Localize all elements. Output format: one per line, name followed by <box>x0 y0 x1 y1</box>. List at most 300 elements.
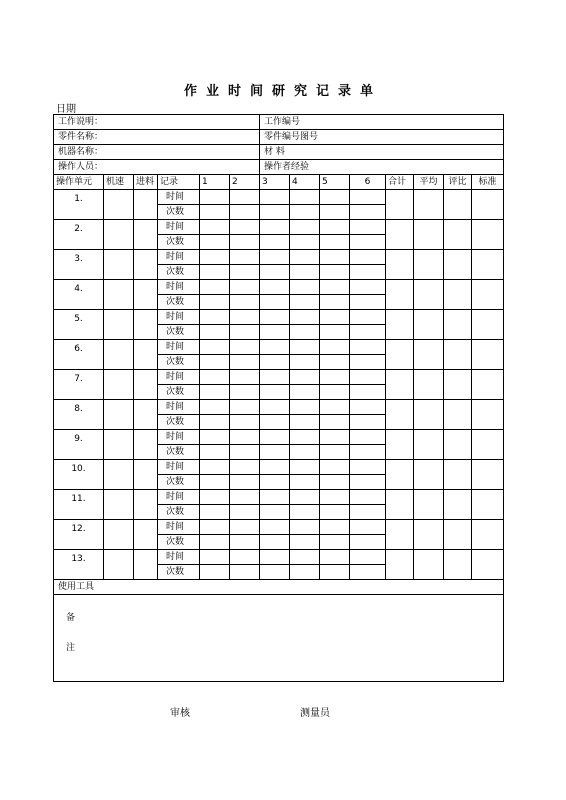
time-cell[interactable] <box>290 430 320 445</box>
record-time-label: 时间 <box>158 190 200 205</box>
count-cell[interactable] <box>290 415 320 430</box>
count-cell[interactable] <box>260 385 290 400</box>
average-cell[interactable] <box>414 370 444 400</box>
material-field[interactable]: 材 料 <box>260 145 504 160</box>
count-cell[interactable] <box>350 415 386 430</box>
total-cell[interactable] <box>386 400 414 430</box>
count-cell[interactable] <box>230 385 260 400</box>
feed-cell[interactable] <box>134 460 158 490</box>
count-cell[interactable] <box>350 445 386 460</box>
time-cell[interactable] <box>350 490 386 505</box>
time-cell[interactable] <box>320 370 350 385</box>
unit-number: 8. <box>54 400 104 430</box>
count-cell[interactable] <box>260 265 290 280</box>
rating-cell[interactable] <box>444 370 472 400</box>
machine-speed-cell[interactable] <box>104 370 134 400</box>
rating-cell[interactable] <box>444 550 472 580</box>
header-col-5: 5 <box>320 175 350 190</box>
count-cell[interactable] <box>320 505 350 520</box>
total-cell[interactable] <box>386 550 414 580</box>
unit-number: 11. <box>54 490 104 520</box>
feed-cell[interactable] <box>134 370 158 400</box>
total-cell[interactable] <box>386 520 414 550</box>
header-rating: 评比 <box>444 175 472 190</box>
tools-field[interactable]: 使用工具 <box>54 580 504 595</box>
count-cell[interactable] <box>200 205 230 220</box>
time-cell[interactable] <box>230 310 260 325</box>
record-count-label: 次数 <box>158 505 200 520</box>
average-cell[interactable] <box>414 490 444 520</box>
operator-field[interactable]: 操作人员： <box>54 160 260 175</box>
time-cell[interactable] <box>230 520 260 535</box>
time-cell[interactable] <box>320 430 350 445</box>
standard-cell[interactable] <box>472 370 504 400</box>
time-cell[interactable] <box>320 190 350 205</box>
count-cell[interactable] <box>200 385 230 400</box>
feed-cell[interactable] <box>134 430 158 460</box>
time-cell[interactable] <box>320 340 350 355</box>
count-cell[interactable] <box>200 355 230 370</box>
time-cell[interactable] <box>290 310 320 325</box>
count-cell[interactable] <box>290 295 320 310</box>
time-cell[interactable] <box>260 490 290 505</box>
count-cell[interactable] <box>320 535 350 550</box>
count-cell[interactable] <box>290 565 320 580</box>
time-cell[interactable] <box>260 550 290 565</box>
time-cell[interactable] <box>200 190 230 205</box>
time-cell[interactable] <box>320 310 350 325</box>
time-cell[interactable] <box>200 400 230 415</box>
feed-cell[interactable] <box>134 190 158 220</box>
table-row <box>54 370 504 385</box>
count-cell[interactable] <box>290 355 320 370</box>
total-cell[interactable] <box>386 340 414 370</box>
rating-cell[interactable] <box>444 250 472 280</box>
count-cell[interactable] <box>350 235 386 250</box>
count-cell[interactable] <box>290 445 320 460</box>
time-cell[interactable] <box>260 190 290 205</box>
work-no-field[interactable]: 工作编号 <box>260 115 504 130</box>
machine-speed-cell[interactable] <box>104 430 134 460</box>
record-count-label: 次数 <box>158 385 200 400</box>
time-cell[interactable] <box>230 460 260 475</box>
time-cell[interactable] <box>260 340 290 355</box>
time-cell[interactable] <box>350 550 386 565</box>
count-cell[interactable] <box>350 535 386 550</box>
header-col-3: 3 <box>260 175 290 190</box>
count-cell[interactable] <box>230 565 260 580</box>
time-cell[interactable] <box>290 490 320 505</box>
time-cell[interactable] <box>230 220 260 235</box>
average-cell[interactable] <box>414 280 444 310</box>
feed-cell[interactable] <box>134 280 158 310</box>
rating-cell[interactable] <box>444 280 472 310</box>
rating-cell[interactable] <box>444 340 472 370</box>
count-cell[interactable] <box>290 265 320 280</box>
standard-cell[interactable] <box>472 400 504 430</box>
count-cell[interactable] <box>290 235 320 250</box>
unit-number: 12. <box>54 520 104 550</box>
review-label: 审核 <box>170 708 190 719</box>
count-cell[interactable] <box>320 205 350 220</box>
time-cell[interactable] <box>290 400 320 415</box>
header-machine-speed: 机速 <box>104 175 134 190</box>
count-cell[interactable] <box>320 355 350 370</box>
time-cell[interactable] <box>350 220 386 235</box>
time-cell[interactable] <box>230 190 260 205</box>
standard-cell[interactable] <box>472 460 504 490</box>
standard-cell[interactable] <box>472 490 504 520</box>
record-time-label: 时间 <box>158 460 200 475</box>
average-cell[interactable] <box>414 310 444 340</box>
time-cell[interactable] <box>200 310 230 325</box>
machine-speed-cell[interactable] <box>104 310 134 340</box>
standard-cell[interactable] <box>472 250 504 280</box>
record-time-label: 时间 <box>158 400 200 415</box>
machine-speed-cell[interactable] <box>104 460 134 490</box>
time-cell[interactable] <box>290 370 320 385</box>
feed-cell[interactable] <box>134 550 158 580</box>
count-cell[interactable] <box>290 505 320 520</box>
total-cell[interactable] <box>386 190 414 220</box>
table-row <box>54 400 504 415</box>
table-row <box>54 340 504 355</box>
count-cell[interactable] <box>200 535 230 550</box>
count-cell[interactable] <box>230 445 260 460</box>
time-cell[interactable] <box>260 520 290 535</box>
measurer-label: 测量员 <box>300 708 330 719</box>
time-cell[interactable] <box>260 280 290 295</box>
remark-field[interactable] <box>54 595 504 682</box>
rating-cell[interactable] <box>444 220 472 250</box>
feed-cell[interactable] <box>134 520 158 550</box>
count-cell[interactable] <box>320 385 350 400</box>
count-cell[interactable] <box>260 445 290 460</box>
average-cell[interactable] <box>414 520 444 550</box>
total-cell[interactable] <box>386 490 414 520</box>
time-cell[interactable] <box>260 400 290 415</box>
time-cell[interactable] <box>350 430 386 445</box>
time-cell[interactable] <box>350 400 386 415</box>
machine-speed-cell[interactable] <box>104 280 134 310</box>
count-cell[interactable] <box>200 265 230 280</box>
unit-number: 7. <box>54 370 104 400</box>
machine-speed-cell[interactable] <box>104 490 134 520</box>
machine-speed-cell[interactable] <box>104 400 134 430</box>
average-cell[interactable] <box>414 460 444 490</box>
count-cell[interactable] <box>350 295 386 310</box>
machine-speed-cell[interactable] <box>104 340 134 370</box>
time-cell[interactable] <box>230 550 260 565</box>
count-cell[interactable] <box>350 205 386 220</box>
time-cell[interactable] <box>290 340 320 355</box>
rating-cell[interactable] <box>444 400 472 430</box>
count-cell[interactable] <box>350 565 386 580</box>
standard-cell[interactable] <box>472 430 504 460</box>
time-cell[interactable] <box>290 550 320 565</box>
total-cell[interactable] <box>386 250 414 280</box>
page-title: 作业时间研究记录单 <box>183 84 382 99</box>
count-cell[interactable] <box>320 445 350 460</box>
rating-cell[interactable] <box>444 190 472 220</box>
rating-cell[interactable] <box>444 460 472 490</box>
time-cell[interactable] <box>320 280 350 295</box>
time-cell[interactable] <box>290 250 320 265</box>
rating-cell[interactable] <box>444 310 472 340</box>
time-cell[interactable] <box>200 250 230 265</box>
standard-cell[interactable] <box>472 520 504 550</box>
time-cell[interactable] <box>230 430 260 445</box>
time-study-form <box>53 114 504 682</box>
count-cell[interactable] <box>320 295 350 310</box>
machine-speed-cell[interactable] <box>104 520 134 550</box>
count-cell[interactable] <box>230 325 260 340</box>
header-col-1: 1 <box>200 175 230 190</box>
standard-cell[interactable] <box>472 340 504 370</box>
date-label: 日期 <box>56 104 76 115</box>
remark-row <box>54 595 504 682</box>
feed-cell[interactable] <box>134 310 158 340</box>
count-cell[interactable] <box>200 505 230 520</box>
count-cell[interactable] <box>260 505 290 520</box>
total-cell[interactable] <box>386 220 414 250</box>
time-cell[interactable] <box>350 310 386 325</box>
count-cell[interactable] <box>350 325 386 340</box>
count-cell[interactable] <box>350 505 386 520</box>
time-cell[interactable] <box>200 340 230 355</box>
count-cell[interactable] <box>290 535 320 550</box>
count-cell[interactable] <box>350 265 386 280</box>
count-cell[interactable] <box>200 565 230 580</box>
time-cell[interactable] <box>230 490 260 505</box>
count-cell[interactable] <box>290 475 320 490</box>
time-cell[interactable] <box>260 370 290 385</box>
time-cell[interactable] <box>260 460 290 475</box>
part-name-field[interactable]: 零件名称： <box>54 130 260 145</box>
record-count-label: 次数 <box>158 535 200 550</box>
header-col-2: 2 <box>230 175 260 190</box>
time-cell[interactable] <box>230 280 260 295</box>
count-cell[interactable] <box>200 415 230 430</box>
record-count-label: 次数 <box>158 415 200 430</box>
record-time-label: 时间 <box>158 280 200 295</box>
table-row <box>54 490 504 505</box>
count-cell[interactable] <box>230 265 260 280</box>
time-cell[interactable] <box>290 460 320 475</box>
total-cell[interactable] <box>386 310 414 340</box>
count-cell[interactable] <box>200 445 230 460</box>
table-row <box>54 190 504 205</box>
time-cell[interactable] <box>320 400 350 415</box>
count-cell[interactable] <box>200 295 230 310</box>
time-cell[interactable] <box>350 460 386 475</box>
machine-speed-cell[interactable] <box>104 220 134 250</box>
time-cell[interactable] <box>230 370 260 385</box>
feed-cell[interactable] <box>134 400 158 430</box>
count-cell[interactable] <box>260 295 290 310</box>
count-cell[interactable] <box>260 415 290 430</box>
record-count-label: 次数 <box>158 445 200 460</box>
record-time-label: 时间 <box>158 430 200 445</box>
average-cell[interactable] <box>414 250 444 280</box>
count-cell[interactable] <box>320 325 350 340</box>
count-cell[interactable] <box>350 385 386 400</box>
record-count-label: 次数 <box>158 235 200 250</box>
time-cell[interactable] <box>290 220 320 235</box>
count-cell[interactable] <box>230 295 260 310</box>
rating-cell[interactable] <box>444 430 472 460</box>
count-cell[interactable] <box>230 475 260 490</box>
total-cell[interactable] <box>386 280 414 310</box>
table-row <box>54 550 504 565</box>
unit-number: 6. <box>54 340 104 370</box>
time-cell[interactable] <box>320 490 350 505</box>
standard-cell[interactable] <box>472 310 504 340</box>
machine-speed-cell[interactable] <box>104 550 134 580</box>
time-cell[interactable] <box>350 520 386 535</box>
time-cell[interactable] <box>200 370 230 385</box>
count-cell[interactable] <box>320 565 350 580</box>
record-count-label: 次数 <box>158 355 200 370</box>
header-total: 合计 <box>386 175 414 190</box>
part-drawing-field[interactable]: 零件编号图号 <box>260 130 504 145</box>
time-cell[interactable] <box>350 250 386 265</box>
count-cell[interactable] <box>350 355 386 370</box>
count-cell[interactable] <box>290 325 320 340</box>
work-desc-field[interactable]: 工作说明： <box>54 115 260 130</box>
time-cell[interactable] <box>200 430 230 445</box>
total-cell[interactable] <box>386 430 414 460</box>
total-cell[interactable] <box>386 370 414 400</box>
time-cell[interactable] <box>260 250 290 265</box>
feed-cell[interactable] <box>134 490 158 520</box>
count-cell[interactable] <box>290 385 320 400</box>
operator-exp-field[interactable]: 操作者经验 <box>260 160 504 175</box>
count-cell[interactable] <box>260 235 290 250</box>
count-cell[interactable] <box>260 475 290 490</box>
time-cell[interactable] <box>200 220 230 235</box>
count-cell[interactable] <box>320 235 350 250</box>
time-cell[interactable] <box>200 520 230 535</box>
standard-cell[interactable] <box>472 220 504 250</box>
count-cell[interactable] <box>230 355 260 370</box>
time-cell[interactable] <box>260 220 290 235</box>
remark-label-2: 注 <box>66 643 76 653</box>
time-cell[interactable] <box>260 430 290 445</box>
standard-cell[interactable] <box>472 280 504 310</box>
average-cell[interactable] <box>414 430 444 460</box>
count-cell[interactable] <box>260 565 290 580</box>
count-cell[interactable] <box>200 475 230 490</box>
record-time-label: 时间 <box>158 220 200 235</box>
time-cell[interactable] <box>200 490 230 505</box>
time-cell[interactable] <box>260 310 290 325</box>
time-cell[interactable] <box>350 370 386 385</box>
count-cell[interactable] <box>230 205 260 220</box>
record-count-label: 次数 <box>158 325 200 340</box>
header-standard: 标准 <box>472 175 504 190</box>
machine-speed-cell[interactable] <box>104 190 134 220</box>
record-time-label: 时间 <box>158 520 200 535</box>
count-cell[interactable] <box>260 205 290 220</box>
rating-cell[interactable] <box>444 490 472 520</box>
header-col-6: 6 <box>350 175 386 190</box>
count-cell[interactable] <box>260 535 290 550</box>
header-record: 记录 <box>158 175 200 190</box>
count-cell[interactable] <box>200 235 230 250</box>
feed-cell[interactable] <box>134 250 158 280</box>
remark-label-1: 备 <box>66 613 76 623</box>
record-count-label: 次数 <box>158 205 200 220</box>
time-cell[interactable] <box>200 460 230 475</box>
time-cell[interactable] <box>200 280 230 295</box>
count-cell[interactable] <box>350 475 386 490</box>
time-cell[interactable] <box>230 400 260 415</box>
unit-number: 9. <box>54 430 104 460</box>
unit-number: 13. <box>54 550 104 580</box>
count-cell[interactable] <box>320 415 350 430</box>
count-cell[interactable] <box>320 475 350 490</box>
time-cell[interactable] <box>200 550 230 565</box>
machine-speed-cell[interactable] <box>104 250 134 280</box>
time-cell[interactable] <box>290 280 320 295</box>
count-cell[interactable] <box>200 325 230 340</box>
header-feed: 进料 <box>134 175 158 190</box>
count-cell[interactable] <box>290 205 320 220</box>
time-cell[interactable] <box>320 550 350 565</box>
unit-number: 4. <box>54 280 104 310</box>
average-cell[interactable] <box>414 190 444 220</box>
average-cell[interactable] <box>414 340 444 370</box>
unit-number: 2. <box>54 220 104 250</box>
total-cell[interactable] <box>386 460 414 490</box>
count-cell[interactable] <box>230 235 260 250</box>
machine-name-field[interactable]: 机器名称： <box>54 145 260 160</box>
time-cell[interactable] <box>320 250 350 265</box>
count-cell[interactable] <box>230 505 260 520</box>
feed-cell[interactable] <box>134 220 158 250</box>
count-cell[interactable] <box>320 265 350 280</box>
record-count-label: 次数 <box>158 265 200 280</box>
time-cell[interactable] <box>320 520 350 535</box>
time-cell[interactable] <box>230 340 260 355</box>
count-cell[interactable] <box>260 325 290 340</box>
average-cell[interactable] <box>414 400 444 430</box>
time-cell[interactable] <box>320 460 350 475</box>
feed-cell[interactable] <box>134 340 158 370</box>
time-cell[interactable] <box>350 340 386 355</box>
time-cell[interactable] <box>290 520 320 535</box>
time-cell[interactable] <box>230 250 260 265</box>
count-cell[interactable] <box>260 355 290 370</box>
table-row <box>54 430 504 445</box>
record-time-label: 时间 <box>158 310 200 325</box>
average-cell[interactable] <box>414 550 444 580</box>
time-cell[interactable] <box>350 190 386 205</box>
time-cell[interactable] <box>350 280 386 295</box>
rating-cell[interactable] <box>444 520 472 550</box>
standard-cell[interactable] <box>472 190 504 220</box>
standard-cell[interactable] <box>472 550 504 580</box>
header-unit: 操作单元 <box>54 175 104 190</box>
time-cell[interactable] <box>320 220 350 235</box>
unit-number: 1. <box>54 190 104 220</box>
count-cell[interactable] <box>230 415 260 430</box>
average-cell[interactable] <box>414 220 444 250</box>
time-cell[interactable] <box>290 190 320 205</box>
count-cell[interactable] <box>230 535 260 550</box>
record-time-label: 时间 <box>158 490 200 505</box>
